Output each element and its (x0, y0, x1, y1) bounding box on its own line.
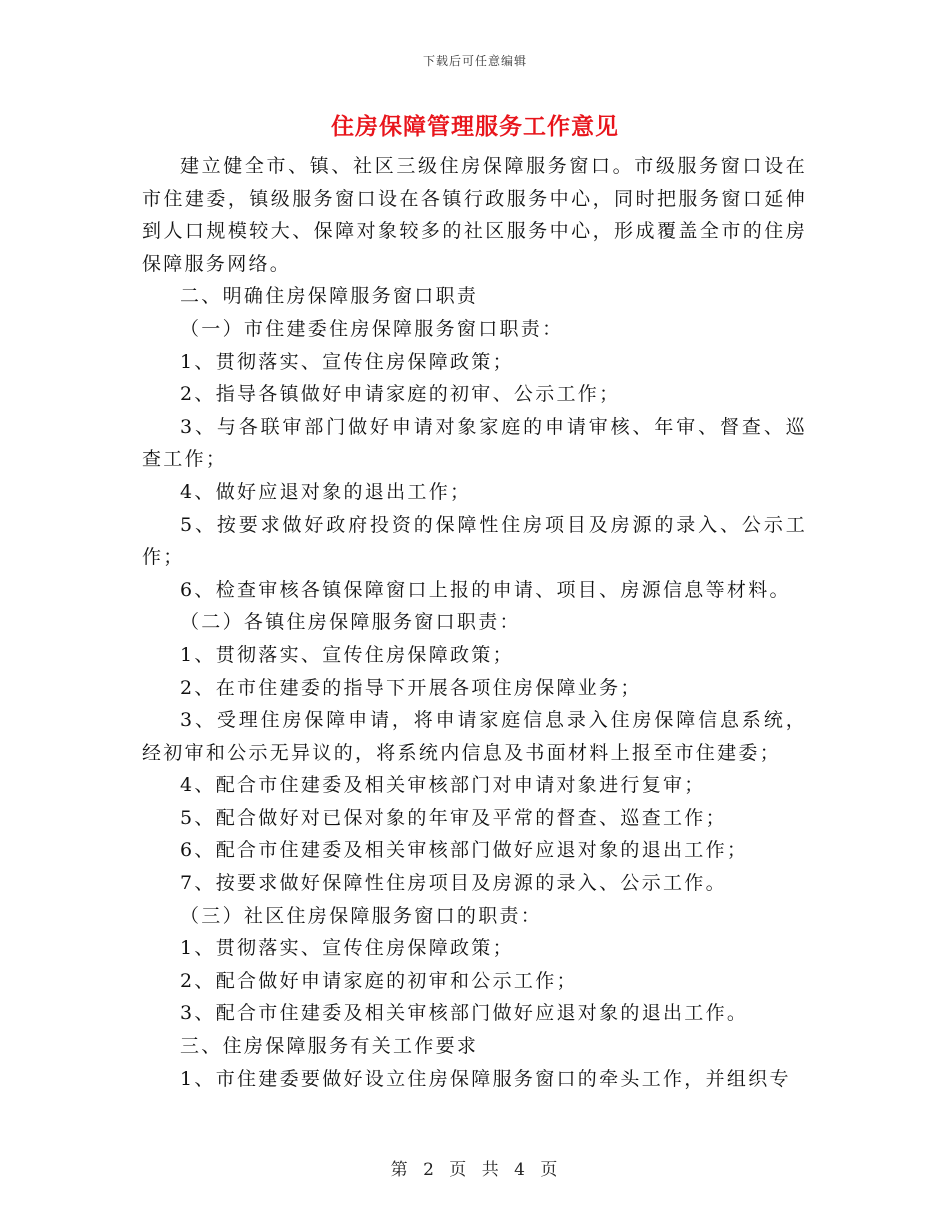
section-heading: 二、明确住房保障服务窗口职责 (180, 285, 479, 308)
list-item: 1、市住建委要做好设立住房保障服务窗口的牵头工作，并组织专 (180, 1067, 791, 1090)
list-item: 2、在市住建委的指导下开展各项住房保障业务； (180, 676, 642, 699)
footer-ye2: 页 (540, 1160, 560, 1180)
footer-di: 第 (390, 1160, 410, 1180)
list-item: 2、指导各镇做好申请家庭的初审、公示工作； (180, 383, 621, 406)
footer-gong: 共 (481, 1160, 501, 1180)
list-item: 7、按要求做好保障性住房项目及房源的录入、公示工作。 (180, 872, 727, 895)
document-body (142, 150, 807, 1095)
subsection-heading: （三）社区住房保障服务窗口的职责： (180, 904, 543, 927)
total-pages: 4 (514, 1160, 527, 1180)
list-item: 5、配合做好对已保对象的年审及平常的督查、巡查工作； (180, 806, 727, 829)
paragraph: 建立健全市、镇、社区三级住房保障服务窗口。市级服务窗口设在市住建委，镇级服务窗口设在各镇行政服务中心，同时把服务窗口延伸到人口规模较大、保障对象较多的社区服务中心，形成覆盖全市的住房保障服务网络。 (142, 155, 807, 275)
subsection-heading: （二）各镇住房保障服务窗口职责： (180, 611, 521, 634)
section-heading: 三、住房保障服务有关工作要求 (180, 1035, 479, 1058)
list-item: 6、检查审核各镇保障窗口上报的申请、项目、房源信息等材料。 (180, 578, 791, 601)
list-item: 1、贯彻落实、宣传住房保障政策； (180, 350, 514, 373)
footer-ye: 页 (449, 1160, 469, 1180)
list-item: 4、配合市住建委及相关审核部门对申请对象进行复审； (180, 774, 706, 797)
list-item: 2、配合做好申请家庭的初审和公示工作； (180, 969, 578, 992)
list-item: 1、贯彻落实、宣传住房保障政策； (180, 643, 514, 666)
list-item: 3、与各联审部门做好申请对象家庭的申请审核、年审、督查、巡查工作； (142, 415, 807, 471)
list-item: 1、贯彻落实、宣传住房保障政策； (180, 937, 514, 960)
list-item: 4、做好应退对象的退出工作； (180, 480, 472, 503)
list-item: 6、配合市住建委及相关审核部门做好应退对象的退出工作； (180, 839, 749, 862)
subsection-heading: （一）市住建委住房保障服务窗口职责： (180, 317, 564, 340)
page-number: 2 (423, 1160, 436, 1180)
page-footer (0, 1155, 950, 1180)
list-item: 3、配合市住建委及相关审核部门做好应退对象的退出工作。 (180, 1002, 749, 1025)
list-item: 5、按要求做好政府投资的保障性住房项目及房源的录入、公示工作； (142, 513, 807, 569)
list-item: 3、受理住房保障申请，将申请家庭信息录入住房保障信息系统，经初审和公示无异议的，将系统内信息及书面材料上报至市住建委； (142, 709, 807, 764)
document-title: 住房保障管理服务工作意见 (331, 114, 619, 140)
page-header-note: 下载后可任意编辑 (422, 54, 527, 68)
